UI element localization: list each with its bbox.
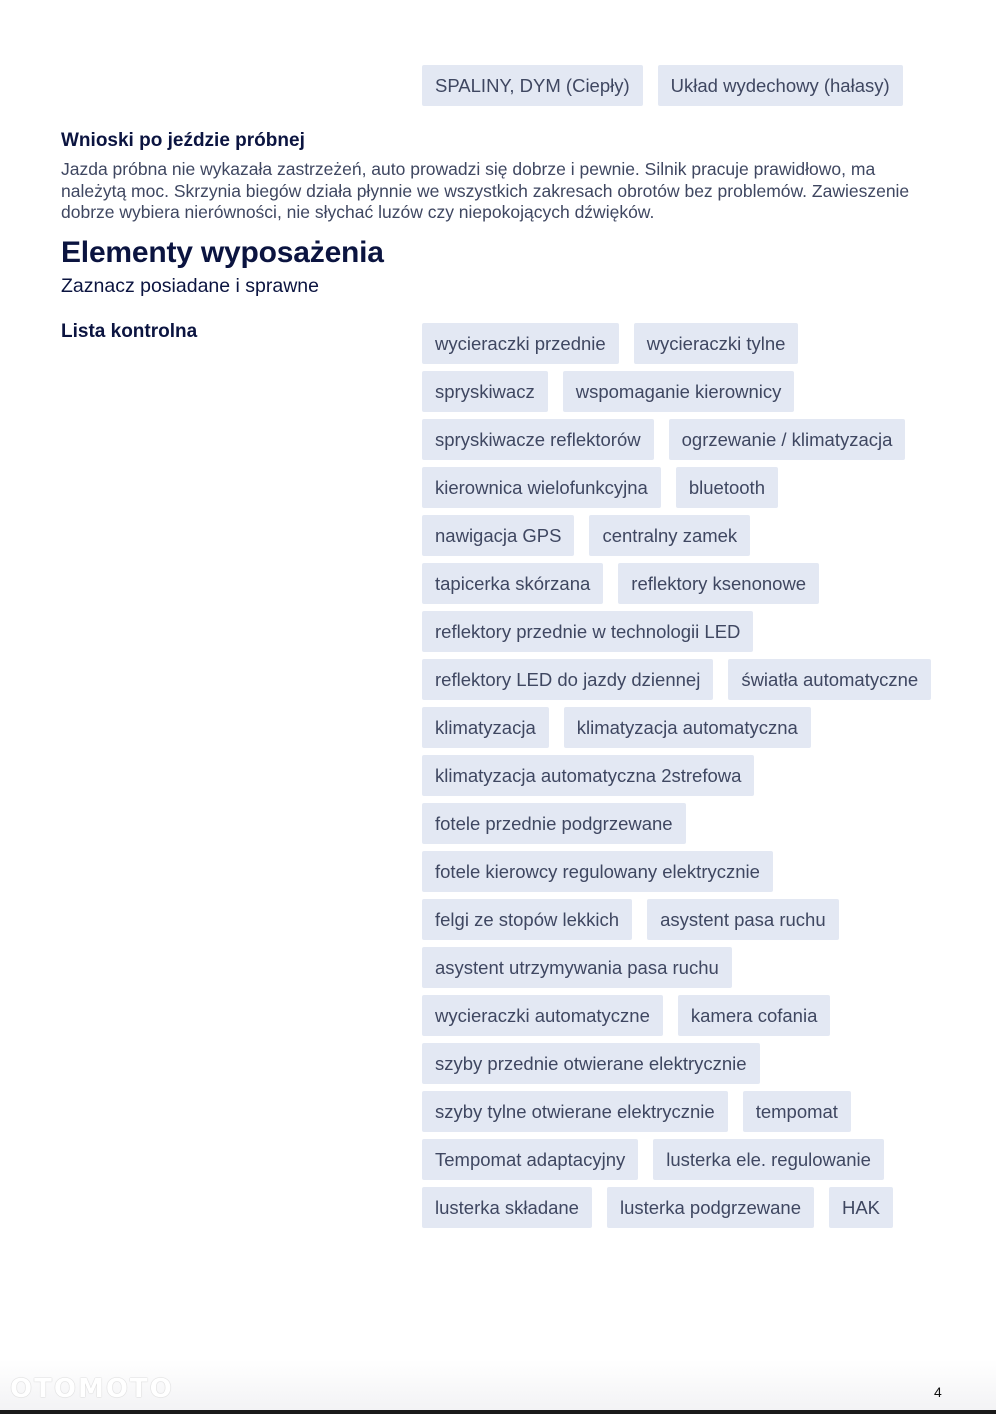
equipment-tag: szyby tylne otwierane elektrycznie xyxy=(422,1091,728,1132)
equipment-tag: spryskiwacz xyxy=(422,371,548,412)
equipment-tag: wspomaganie kierownicy xyxy=(563,371,795,412)
equipment-tag: Tempomat adaptacyjny xyxy=(422,1139,638,1180)
equipment-tag: kamera cofania xyxy=(678,995,830,1036)
equipment-tag: centralny zamek xyxy=(589,515,750,556)
equipment-tag: HAK xyxy=(829,1187,893,1228)
checklist-label: Lista kontrolna xyxy=(61,321,198,342)
equipment-tag: kierownica wielofunkcyjna xyxy=(422,467,661,508)
otomoto-watermark-logo: OTOMOTO xyxy=(10,1374,174,1404)
equipment-tag: klimatyzacja automatyczna xyxy=(564,707,811,748)
equipment-tag: asystent utrzymywania pasa ruchu xyxy=(422,947,732,988)
equipment-tag: reflektory przednie w technologii LED xyxy=(422,611,753,652)
equipment-tag: nawigacja GPS xyxy=(422,515,574,556)
equipment-tag: fotele kierowcy regulowany elektrycznie xyxy=(422,851,773,892)
test-drive-conclusions-text: Jazda próbna nie wykazała zastrzeżeń, auto prowadzi się dobrze i pewnie. Silnik pracuje prawidłowo, ma należytą moc. Skrzynia biegów działa płynnie we wszystkich zakresach obrotów bez problemów. Zawieszenie dobrze wybiera nierówności, nie słychać luzów czy niepokojących dźwięków. xyxy=(61,159,910,222)
equipment-checklist xyxy=(422,323,952,1235)
equipment-tag: ogrzewanie / klimatyzacja xyxy=(669,419,906,460)
equipment-tag: tempomat xyxy=(743,1091,851,1132)
equipment-tag: reflektory LED do jazdy dziennej xyxy=(422,659,713,700)
equipment-heading: Elementy wyposażenia xyxy=(61,236,384,269)
equipment-tag: fotele przednie podgrzewane xyxy=(422,803,686,844)
equipment-tag: szyby przednie otwierane elektrycznie xyxy=(422,1043,760,1084)
equipment-tag: reflektory ksenonowe xyxy=(618,563,819,604)
equipment-tag: felgi ze stopów lekkich xyxy=(422,899,632,940)
equipment-tag: asystent pasa ruchu xyxy=(647,899,839,940)
equipment-tag: wycieraczki automatyczne xyxy=(422,995,663,1036)
tag-exhaust-system: Układ wydechowy (hałasy) xyxy=(658,65,903,106)
footer-divider xyxy=(0,1410,996,1414)
equipment-tag: wycieraczki przednie xyxy=(422,323,619,364)
equipment-tag: bluetooth xyxy=(676,467,778,508)
equipment-tag: lusterka podgrzewane xyxy=(607,1187,814,1228)
page-number: 4 xyxy=(934,1384,942,1400)
equipment-tag: tapicerka skórzana xyxy=(422,563,603,604)
equipment-tag: klimatyzacja automatyczna 2strefowa xyxy=(422,755,754,796)
equipment-tag: wycieraczki tylne xyxy=(634,323,799,364)
exhaust-tags xyxy=(422,65,942,113)
equipment-tag: klimatyzacja xyxy=(422,707,549,748)
equipment-tag: lusterka ele. regulowanie xyxy=(653,1139,884,1180)
equipment-tag: spryskiwacze reflektorów xyxy=(422,419,654,460)
tag-exhaust-smoke: SPALINY, DYM (Ciepły) xyxy=(422,65,643,106)
equipment-tag: lusterka składane xyxy=(422,1187,592,1228)
test-drive-conclusions-heading: Wnioski po jeździe próbnej xyxy=(61,130,305,151)
equipment-tag: światła automatyczne xyxy=(728,659,931,700)
equipment-subheading: Zaznacz posiadane i sprawne xyxy=(61,275,319,297)
